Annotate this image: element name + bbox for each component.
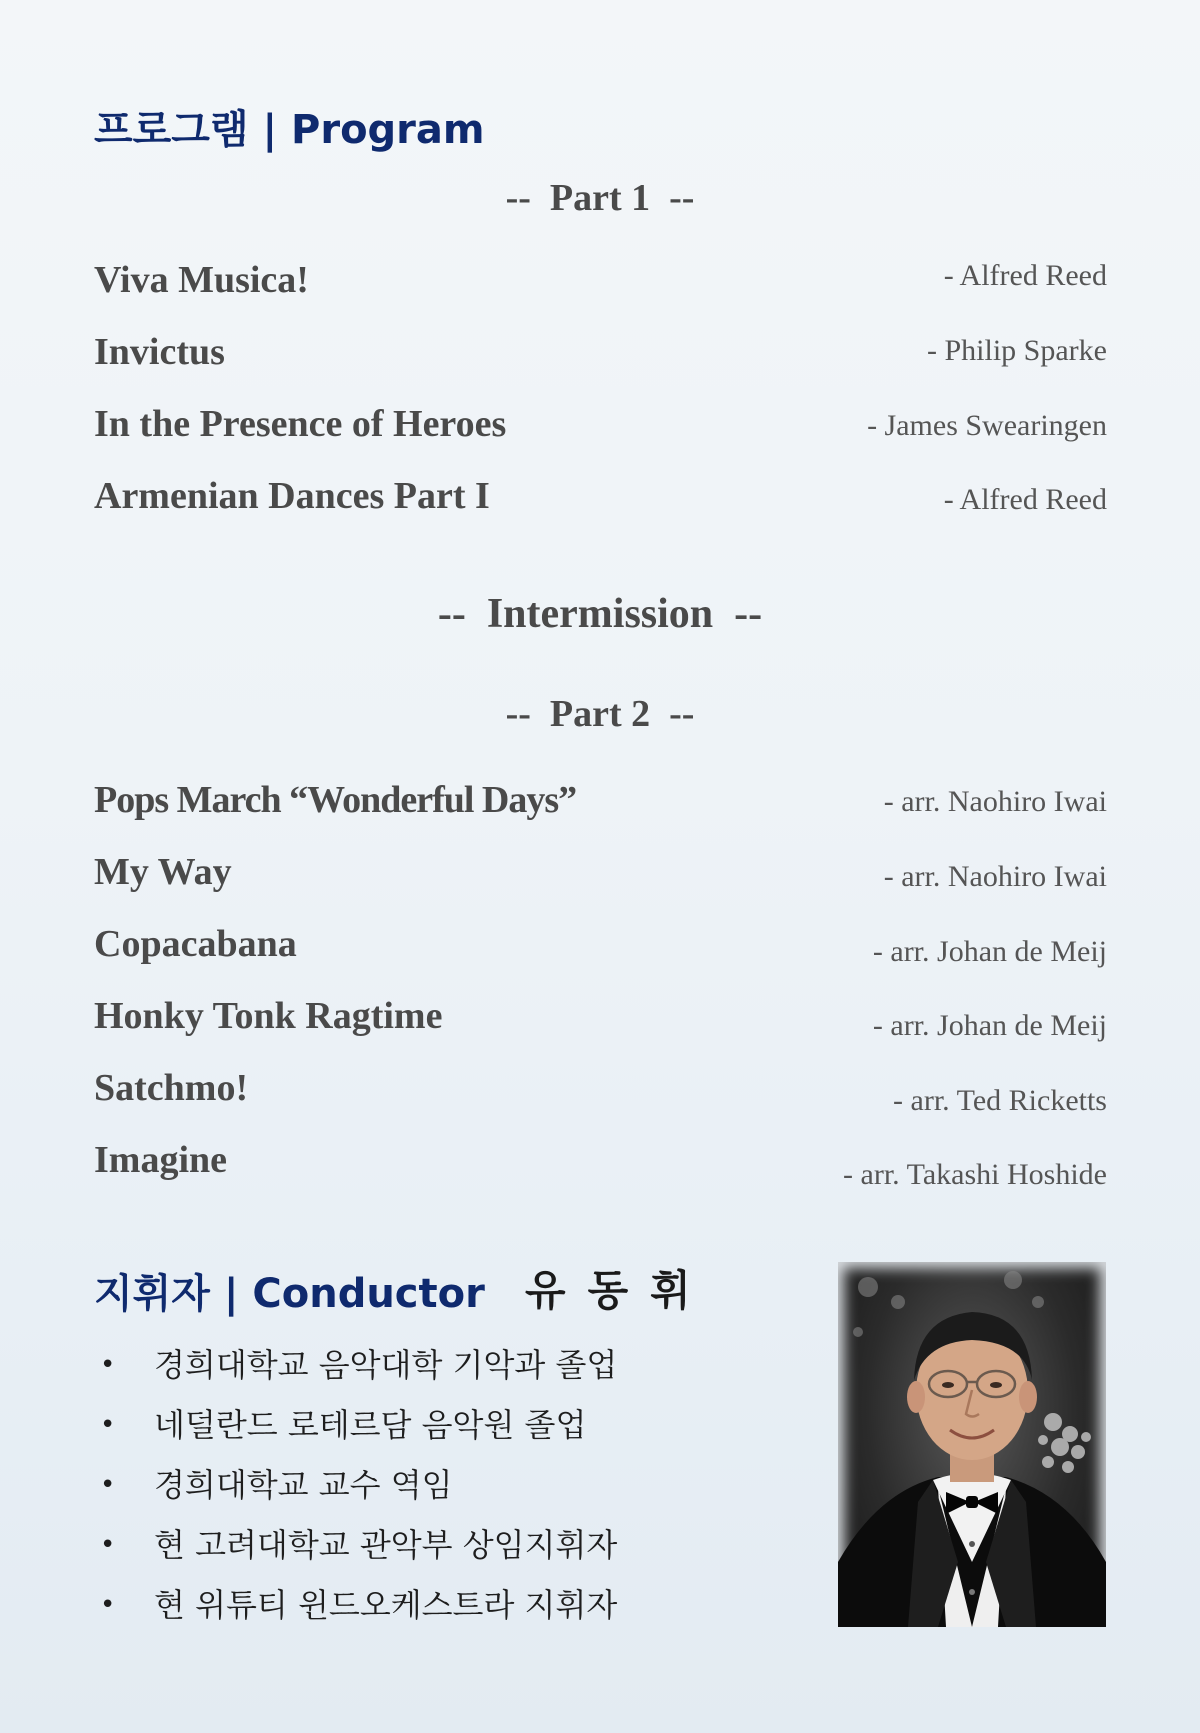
- bio-text: 경희대학교 교수 역임: [154, 1466, 453, 1504]
- bullet-icon: •: [100, 1470, 116, 1500]
- intermission-heading: -- Intermission --: [437, 591, 763, 637]
- bullet-icon: •: [100, 1410, 116, 1440]
- piece-title: In the Presence of Heroes: [94, 403, 507, 445]
- piece-composer: - James Swearingen: [867, 409, 1107, 442]
- portrait-illustration: [838, 1262, 1106, 1627]
- conductor-name: 유동휘: [525, 1266, 713, 1315]
- piece-title: Honky Tonk Ragtime: [94, 995, 443, 1037]
- piece-composer: - arr. Ted Ricketts: [893, 1084, 1107, 1117]
- piece-composer: - arr. Naohiro Iwai: [883, 860, 1107, 893]
- piece-title: Viva Musica!: [94, 259, 309, 301]
- piece-title: Imagine: [94, 1139, 227, 1181]
- piece-title: My Way: [94, 851, 232, 893]
- piece-title: Satchmo!: [94, 1067, 249, 1109]
- conductor-title: 지휘자 | Conductor: [94, 1271, 485, 1317]
- conductor-photo: [838, 1262, 1106, 1627]
- piece-title: Pops March “Wonderful Days”: [94, 779, 577, 821]
- piece-composer: - arr. Naohiro Iwai: [883, 785, 1107, 818]
- bio-text: 경희대학교 음악대학 기악과 졸업: [154, 1346, 618, 1384]
- piece-composer: - arr. Johan de Meij: [872, 935, 1107, 968]
- part1-heading: -- Part 1 --: [505, 177, 695, 219]
- piece-composer: - Alfred Reed: [943, 259, 1107, 292]
- bullet-icon: •: [100, 1350, 116, 1380]
- piece-composer: - arr. Takashi Hoshide: [843, 1158, 1107, 1191]
- bio-text: 현 위튜티 윈드오케스트라 지휘자: [154, 1586, 618, 1624]
- bullet-icon: •: [100, 1590, 116, 1620]
- bullet-icon: •: [100, 1530, 116, 1560]
- piece-composer: - Philip Sparke: [927, 334, 1107, 367]
- piece-title: Copacabana: [94, 923, 297, 965]
- piece-title: Invictus: [94, 331, 225, 373]
- bio-text: 네덜란드 로테르담 음악원 졸업: [154, 1406, 587, 1444]
- part2-heading: -- Part 2 --: [505, 693, 695, 735]
- program-title: 프로그램 | Program: [94, 107, 485, 153]
- bio-text: 현 고려대학교 관악부 상임지휘자: [154, 1526, 618, 1564]
- piece-composer: - arr. Johan de Meij: [872, 1009, 1107, 1042]
- piece-title: Armenian Dances Part I: [94, 475, 490, 517]
- piece-composer: - Alfred Reed: [943, 483, 1107, 516]
